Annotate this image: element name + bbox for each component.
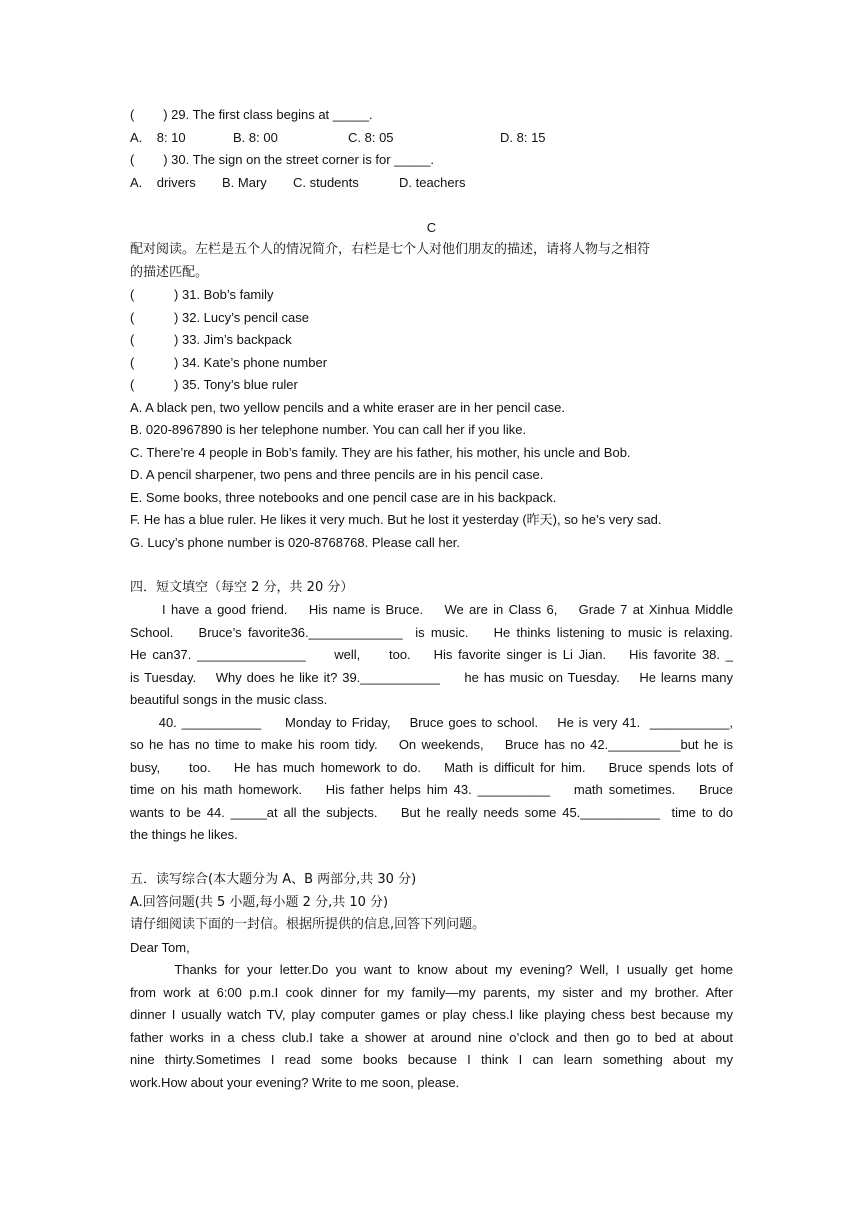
description-e: E. Some books, three notebooks and one pencil case are in his backpack. bbox=[130, 489, 557, 505]
question-30-options bbox=[130, 172, 733, 195]
passage-line: He can37. _______________ well, too. His favorite singer is Li Jian. His favorite 38. _ bbox=[130, 647, 733, 662]
section-5-part-a: A.回答问题(共 5 小题,每小题 2 分,共 10 分) bbox=[130, 894, 389, 910]
section-5-title: 五．读写综合(本大题分为 A、B 两部分,共 30 分) bbox=[130, 872, 417, 887]
passage-line: busy, too. He has much homework to do. Math is difficult for him. Bruce spends lots of bbox=[130, 759, 733, 775]
description-g: G. Lucy’s phone number is 020-8768768. Please call her. bbox=[130, 534, 461, 550]
question-29-stem: ( ) 29. The first class begins at _____. bbox=[130, 107, 373, 122]
description-b: B. 020-8967890 is her telephone number. You can call her if you like. bbox=[130, 422, 527, 437]
matching-item-35: ( ) 35. Tony’s blue ruler bbox=[130, 377, 298, 392]
passage-line: is Tuesday. Why does he like it? 39.___________ he has music on Tuesday. He learns many bbox=[130, 669, 733, 685]
letter-line: nine thirty.Sometimes I read some books because I think I can learn something about my bbox=[130, 1052, 733, 1067]
option-c: C. 8: 05 bbox=[348, 129, 394, 145]
letter-line: from work at 6:00 p.m.I cook dinner for my family—my parents, my sister and my brother. After bbox=[130, 984, 733, 1000]
section-4-title: 四．短文填空（每空 2 分，共 20 分） bbox=[130, 579, 354, 595]
passage-line: the things he likes. bbox=[130, 827, 238, 842]
option-d: D. 8: 15 bbox=[500, 129, 546, 145]
passage-line: time on his math homework. His father helps him 43. __________ math sometimes. Bruce bbox=[130, 782, 733, 797]
letter-salutation: Dear Tom, bbox=[130, 939, 190, 955]
description-c: C. There’re 4 people in Bob’s family. They are his father, his mother, his uncle and Bob. bbox=[130, 444, 631, 460]
section-c-instruction-1: 配对阅读。左栏是五个人的情况简介，右栏是七个人对他们朋友的描述，请将人物与之相符 bbox=[130, 242, 651, 257]
option-a: A. 8: 10 bbox=[130, 129, 186, 145]
question-30-stem: ( ) 30. The sign on the street corner is for _____. bbox=[130, 152, 434, 167]
option-b: B. 8: 00 bbox=[233, 129, 278, 145]
passage-line: I have a good friend. His name is Bruce. We are in Class 6, Grade 7 at Xinhua Middle bbox=[130, 602, 733, 617]
matching-item-32: ( ) 32. Lucy’s pencil case bbox=[130, 309, 309, 325]
option-a: A. drivers bbox=[130, 174, 196, 190]
matching-item-31: ( ) 31. Bob’s family bbox=[130, 287, 274, 302]
letter-line: work.How about your evening? Write to me soon, please. bbox=[130, 1074, 460, 1090]
question-29-options bbox=[130, 127, 733, 150]
section-5-instruction: 请仔细阅读下面的一封信。根据所提供的信息,回答下列问题。 bbox=[130, 917, 486, 932]
passage-line: 40. ___________ Monday to Friday, Bruce goes to school. He is very 41. ___________, bbox=[130, 714, 733, 730]
option-b: B. Mary bbox=[222, 174, 267, 190]
letter-line: Thanks for your letter.Do you want to know about my evening? Well, I usually get home bbox=[130, 962, 733, 977]
passage-line: so he has no time to make his room tidy. On weekends, Bruce has no 42.__________but he is bbox=[130, 737, 733, 752]
letter-line: dinner I usually watch TV, play computer games or play chess.I like playing chess best because my bbox=[130, 1007, 733, 1022]
letter-line: father works in a chess club.I take a shower at around nine o’clock and then go to bed at about bbox=[130, 1029, 733, 1045]
exam-page bbox=[130, 104, 733, 1094]
section-c-instruction-2: 的描述匹配。 bbox=[130, 264, 209, 280]
option-d: D. teachers bbox=[399, 174, 466, 190]
option-c: C. students bbox=[293, 174, 359, 190]
description-d: D. A pencil sharpener, two pens and three pencils are in his pencil case. bbox=[130, 467, 544, 482]
passage-line: School. Bruce’s favorite36._____________ is music. He thinks listening to music is relaxing. bbox=[130, 624, 733, 640]
matching-item-34: ( ) 34. Kate’s phone number bbox=[130, 354, 328, 370]
section-c-heading: C bbox=[426, 219, 437, 235]
passage-line: beautiful songs in the music class. bbox=[130, 692, 328, 707]
matching-item-33: ( ) 33. Jim’s backpack bbox=[130, 332, 292, 347]
description-f: F. He has a blue ruler. He likes it very much. But he lost it yesterday (昨天), so he’s very sad. bbox=[130, 512, 662, 527]
description-a: A. A black pen, two yellow pencils and a white eraser are in her pencil case. bbox=[130, 399, 566, 415]
passage-line: wants to be 44. _____at all the subjects. But he really needs some 45.___________ time to do bbox=[130, 804, 733, 820]
